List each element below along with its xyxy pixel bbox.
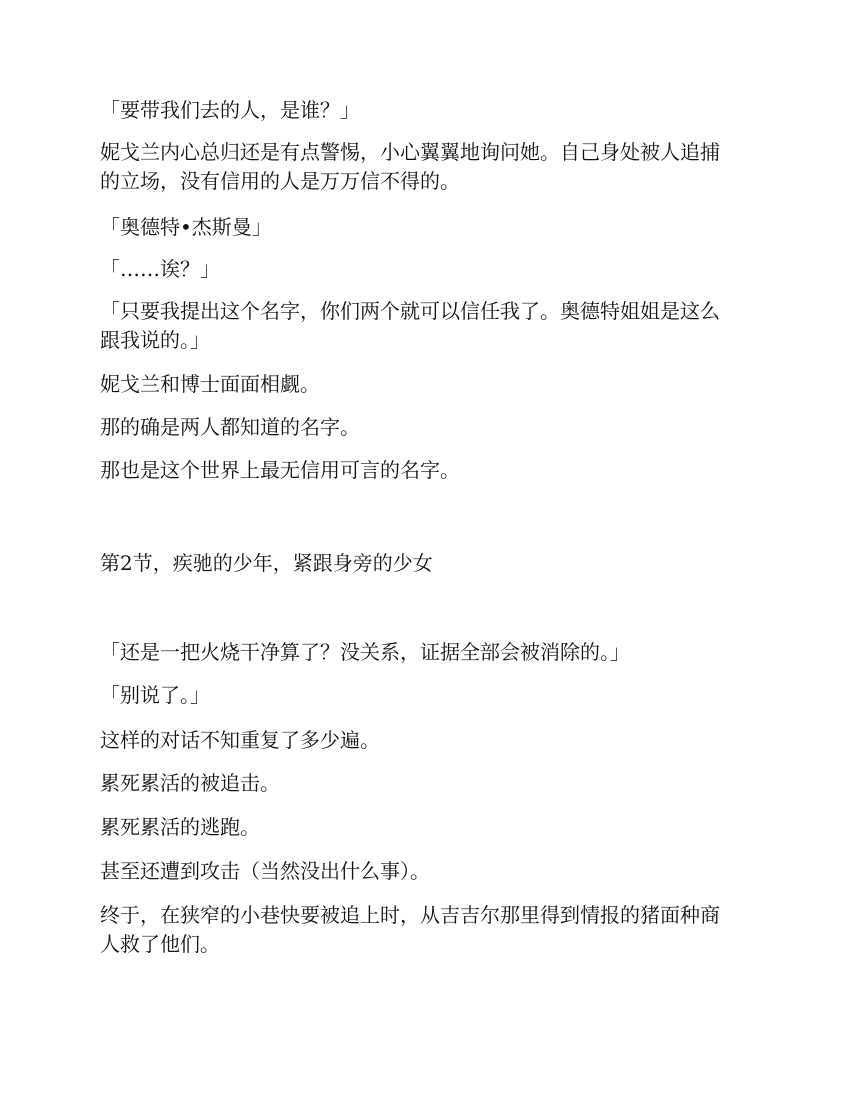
paragraph — [100, 857, 760, 886]
paragraph — [100, 297, 760, 355]
paragraph — [100, 726, 760, 755]
text-line: 「……诶？」 — [100, 257, 220, 281]
paragraph — [100, 255, 760, 284]
text-line: 的立场，没有信用的人是万万信不得的。 — [100, 169, 460, 193]
text-line: 那也是这个世界上最无信用可言的名字。 — [100, 458, 460, 482]
text-line: 那的确是两人都知道的名字。 — [100, 415, 360, 439]
text-line: 妮戈兰内心总归还是有点警惕，小心翼翼地询问她。自己身处被人追捕 — [100, 140, 720, 164]
paragraph — [100, 96, 760, 125]
text-line: 妮戈兰和博士面面相觑。 — [100, 372, 320, 396]
paragraph — [100, 138, 760, 196]
text-line: 「还是一把火烧干净算了？没关系，证据全部会被消除的。」 — [100, 640, 630, 664]
text-line: 「奥德特•杰斯曼」 — [100, 215, 272, 239]
text-line: 「要带我们去的人，是谁？」 — [100, 98, 360, 122]
text-line: 第2节，疾驰的少年，紧跟身旁的少女 — [100, 551, 433, 575]
paragraph — [100, 813, 760, 842]
text-line: 「别说了。」 — [100, 683, 210, 707]
text-line: 累死累活的逃跑。 — [100, 815, 260, 839]
paragraph — [100, 370, 760, 399]
paragraph — [100, 413, 760, 442]
text-line: 跟我说的。」 — [100, 328, 210, 352]
text-line: 人救了他们。 — [100, 932, 220, 956]
paragraph — [100, 638, 760, 667]
paragraph — [100, 769, 760, 798]
text-line: 甚至还遭到攻击（当然没出什么事）。 — [100, 859, 430, 883]
paragraph — [100, 681, 760, 710]
section-heading — [100, 549, 760, 578]
text-line: 「只要我提出这个名字，你们两个就可以信任我了。奥德特姐姐是这么 — [100, 299, 720, 323]
paragraph — [100, 456, 760, 485]
text-line: 这样的对话不知重复了多少遍。 — [100, 728, 380, 752]
paragraph — [100, 213, 760, 242]
text-line: 终于，在狭窄的小巷快要被追上时，从吉吉尔那里得到情报的猪面种商 — [100, 903, 720, 927]
text-line: 累死累活的被追击。 — [100, 771, 280, 795]
paragraph — [100, 901, 760, 959]
